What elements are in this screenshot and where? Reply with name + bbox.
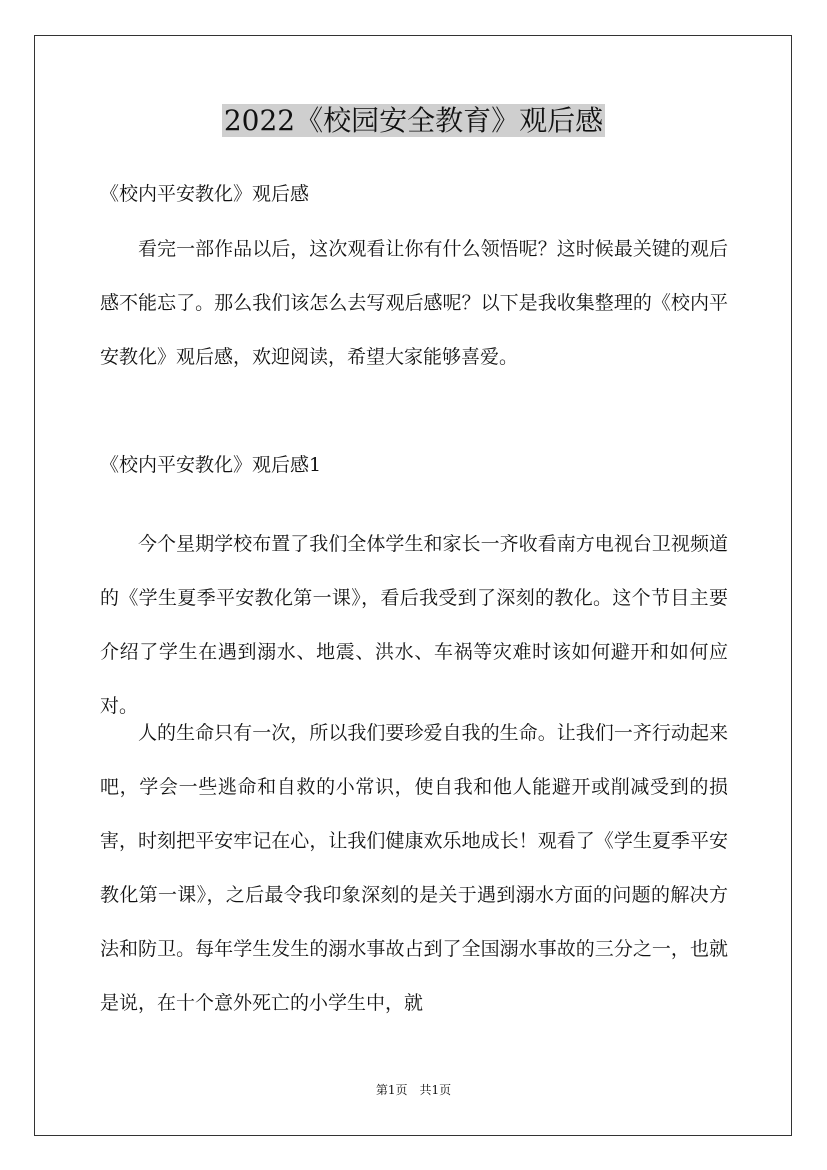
page-number-footer: 第1页 共1页 (375, 1083, 452, 1097)
body-paragraph-2: 人的生命只有一次，所以我们要珍爱自我的生命。让我们一齐行动起来吧，学会一些逃命和自救的小常识，使自我和他人能避开或削减受到的损害，时刻把平安牢记在心，让我们健康欢乐地成长！观看了《学生夏季平安教化第一课》，之后最令我印象深刻的是关于遇到溺水方面的问题的解决方法和防卫。每年学生发生的溺水事故占到了全国溺水事故的三分之一，也就是说，在十个意外死亡的小学生中，就 (100, 722, 728, 1014)
intro-paragraph: 看完一部作品以后，这次观看让你有什么领悟呢？这时候最关键的观后感不能忘了。那么我们该怎么去写观后感呢？以下是我收集整理的《校内平安教化》观后感，欢迎阅读，希望大家能够喜爱。 (100, 238, 728, 368)
subtitle: 《校内平安教化》观后感 (100, 183, 310, 205)
document-title (0, 101, 827, 141)
document-title-text: 2022《校园安全教育》观后感 (223, 104, 604, 137)
section-heading: 《校内平安教化》观后感1 (100, 454, 322, 476)
body-paragraph-1: 今个星期学校布置了我们全体学生和家长一齐收看南方电视台卫视频道的《学生夏季平安教化第一课》，看后我受到了深刻的教化。这个节目主要介绍了学生在遇到溺水、地震、洪水、车祸等灾难时该如何避开和如何应对。 (100, 533, 728, 717)
